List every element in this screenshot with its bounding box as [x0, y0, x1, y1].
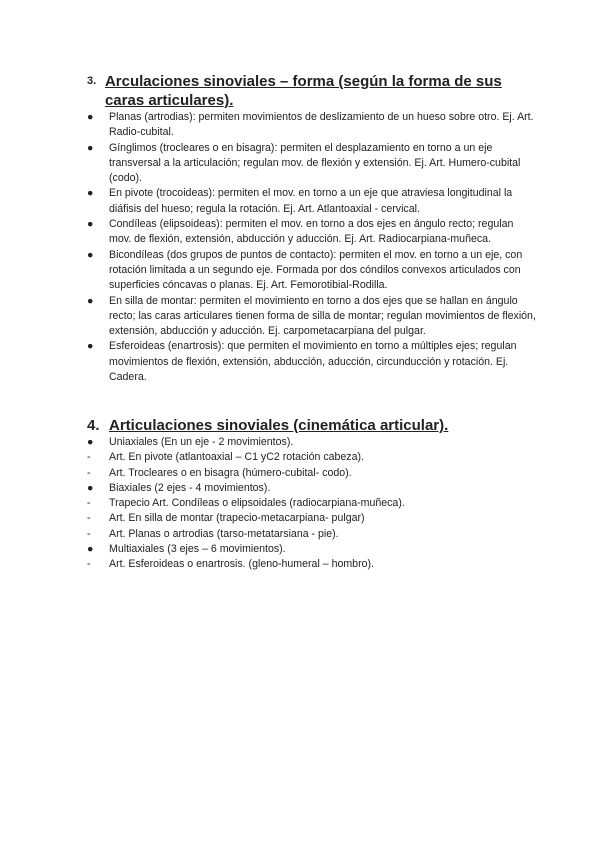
list-item-text: Condíleas (elipsoideas): permiten el mov. en torno a dos ejes en ángulo recto; regulan mov. de flexión, extensión, abducción y aducción. Ej. Art. Radiocarpiana-muñeca.	[109, 218, 514, 246]
list-item	[87, 511, 537, 526]
list-item	[87, 339, 537, 385]
section-4	[87, 416, 537, 573]
list-item	[87, 248, 537, 294]
list-item	[87, 542, 537, 557]
list-item-text: Multiaxiales (3 ejes – 6 movimientos).	[109, 543, 286, 556]
bullet-marker: ●	[87, 248, 94, 261]
list-item-text: Art. Esferoideas o enartrosis. (gleno-humeral – hombro).	[109, 558, 374, 571]
list-item-text: Biaxiales (2 ejes - 4 movimientos).	[109, 481, 271, 494]
dash-marker: -	[87, 558, 91, 571]
section-3-list	[87, 110, 537, 385]
list-item	[87, 527, 537, 542]
section-4-title: Articulaciones sinoviales (cinemática articular).	[109, 417, 449, 434]
bullet-marker: ●	[87, 340, 94, 353]
list-item-text: Bicondíleas (dos grupos de puntos de contacto): permiten el mov. en torno a un eje, con rotación limitada a un segundo eje. Formada por dos cóndilos convexos articulados con superficies cóncavas o planas. Ej. Art. Femorotibial-Rodilla.	[109, 248, 523, 292]
bullet-marker: ●	[87, 543, 94, 556]
section-3-heading	[87, 72, 537, 110]
section-4-number: 4.	[87, 417, 100, 434]
section-4-list	[87, 435, 537, 573]
bullet-marker: ●	[87, 218, 94, 231]
list-item	[87, 481, 537, 496]
bullet-marker: ●	[87, 436, 94, 448]
list-item	[87, 186, 537, 217]
dash-marker: -	[87, 451, 91, 464]
section-3-number: 3.	[87, 75, 97, 87]
list-item	[87, 450, 537, 465]
dash-marker: -	[87, 527, 91, 540]
section-3-title: Arculaciones sinoviales – forma (según la forma de sus caras articulares).	[104, 73, 502, 109]
list-item-text: Planas (artrodias): permiten movimientos de deslizamiento de un hueso sobre otro. Ej. Art. Radio-cubital.	[109, 111, 534, 139]
bullet-marker: ●	[87, 111, 94, 123]
list-item-text: Art. Planas o artrodias (tarso-metatarsiana - pie).	[109, 527, 339, 540]
list-item	[87, 466, 537, 481]
list-item	[87, 141, 537, 187]
section-4-heading	[87, 416, 537, 435]
dash-marker: -	[87, 497, 91, 510]
section-3	[87, 72, 537, 385]
list-item-text: Art. En silla de montar (trapecio-metacarpiana- pulgar)	[109, 512, 365, 525]
list-item	[87, 294, 537, 340]
bullet-marker: ●	[87, 294, 94, 307]
list-item-text: En silla de montar: permiten el movimiento en torno a dos ejes que se hallan en ángulo recto; las caras articulares tienen forma de silla de montar; regulan movimientos de flexión, extensión, abducción y aducción. Ej. carpometacarpiana del pulgar.	[109, 294, 536, 338]
dash-marker: -	[87, 512, 91, 525]
list-item	[87, 557, 537, 572]
list-item-text: Trapecio Art. Condíleas o elipsoidales (radiocarpiana-muñeca).	[109, 497, 405, 510]
bullet-marker: ●	[87, 481, 94, 494]
list-item	[87, 435, 537, 450]
list-item-text: En pivote (trocoideas): permiten el mov. en torno a un eje que atraviesa longitudinal la diáfisis del hueso; regula la rotación. Ej. Art. Atlantoaxial - cervical.	[109, 187, 513, 215]
dash-marker: -	[87, 466, 91, 479]
list-item	[87, 110, 537, 141]
list-item-text: Esferoideas (enartrosis): que permiten el movimiento en torno a múltiples ejes; regulan movimientos de flexión, extensión, abducción, aducción, circunducción y rotación. Ej. Cadera.	[109, 340, 517, 384]
list-item-text: Gínglimos (trocleares o en bisagra): permiten el desplazamiento en torno a un eje transversal a la articulación; regulan mov. de flexión y extensión. Ej. Art. Humero-cubital (codo).	[109, 141, 521, 185]
list-item	[87, 496, 537, 511]
list-item-text: Uniaxiales (En un eje - 2 movimientos).	[109, 436, 294, 448]
list-item-text: Art. Trocleares o en bisagra (húmero-cubital- codo).	[109, 466, 352, 479]
bullet-marker: ●	[87, 187, 94, 200]
list-item	[87, 217, 537, 248]
list-item-text: Art. En pivote (atlantoaxial – C1 yC2 rotación cabeza).	[109, 451, 364, 464]
bullet-marker: ●	[87, 141, 94, 154]
